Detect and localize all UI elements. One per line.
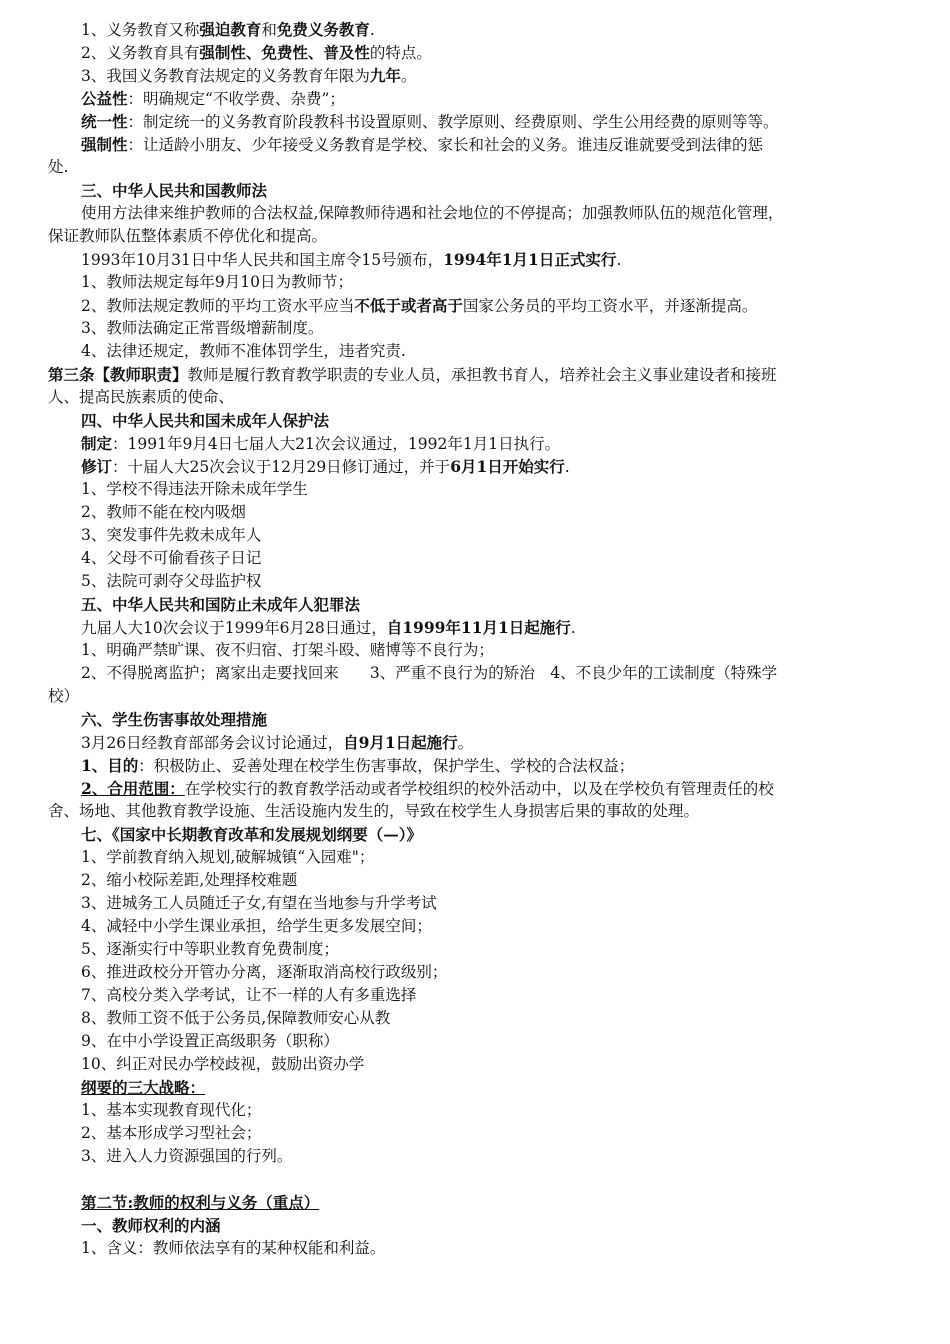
text: 2、教师法规定教师的平均工资水平应当 [81,297,355,315]
student-injury-heading: 六、学生伤害事故处理措施 [81,710,268,729]
text: 1、义务教育又称 [81,21,200,39]
minor-protection-item-3: 3、突发事件先救未成年人 [81,526,262,544]
text: 。 [457,734,474,752]
text: ：1991年9月4日七届人大21次会议通过，1992年1月1日执行。 [112,435,561,453]
bold-term: 自9月1日起施行 [343,733,458,752]
text: 2、义务教育具有 [81,44,200,62]
bold-term: 公益性 [81,89,128,108]
minor-protection-heading: 四、中华人民共和国未成年人保护法 [81,411,330,430]
plan-item: 1、学前教育纳入规划,破解城镇“入园难"； [81,848,375,866]
text: 1993年10月31日中华人民共和国主席令15号颁布， [81,251,444,269]
article-3-line [48,363,914,386]
bold-term: 自1999年11月1日起施行 [386,618,571,637]
plan-item: 10、纠正对民办学校歧视，鼓励出资办学 [81,1055,365,1073]
text: . [369,21,375,39]
plan-item: 5、逐渐实行中等职业教育免费制度； [81,940,339,958]
strategy-item: 3、进入人力资源强国的行列。 [81,1147,293,1165]
uniformity-line [48,110,914,133]
text: ：积极防止、妥善处理在校学生伤害事故，保护学生、学校的合法权益； [138,757,635,775]
section-2-heading: 第二节:教师的权利与义务（重点） [81,1193,320,1212]
text: . [616,251,622,269]
text: 教师是履行教育教学职责的专业人员，承担教书育人，培养社会主义事业建设者和接班 [187,366,777,384]
teacher-law-para-1: 使用方法律来维护教师的合法权益,保障教师待遇和社会地位的不停提高；加强教师队伍的规范化管理， [81,204,784,222]
minor-protection-item-5: 5、法院可剥夺父母监护权 [81,572,262,590]
compulsory-edu-item-3 [48,64,914,87]
minor-protection-revised [48,455,914,478]
compulsion-line-cont: 处. [48,158,69,176]
text: ：十届人大25次会议于12月29日修订通过，并于 [112,458,451,476]
student-injury-para [48,731,914,754]
teacher-law-item-4: 4、法律还规定，教师不准体罚学生，违者究责. [81,342,406,360]
compulsion-line [48,133,914,156]
plan-item: 4、减轻中小学生课业承担，给学生更多发展空间； [81,917,432,935]
minor-protection-enacted [48,432,914,455]
document-page [48,18,914,1260]
minor-protection-item-4: 4、父母不可偷看孩子日记 [81,549,262,567]
plan-item: 9、在中小学设置正高级职务（职称） [81,1032,339,1050]
plan-item: 2、缩小校际差距,处理择校难题 [81,871,298,889]
bold-term: 强制性 [81,135,128,154]
bold-term: 第三条【教师职责】 [48,365,188,384]
text: 九届人大10次会议于1999年6月28日通过， [81,619,387,637]
bold-term: 强迫教育 [199,20,262,39]
teacher-law-para-2 [48,248,914,271]
text: 国家公务员的平均工资水平，并逐渐提高。 [462,297,758,315]
bold-term: 1994年1月1日正式实行 [443,250,617,269]
student-injury-scope-cont: 舍、场地、其他教育教学设施、生活设施内发生的，导致在校学生人身损害后果的事故的处理。 [48,802,700,820]
student-injury-scope [48,777,914,800]
bold-term: 1、目的 [81,756,139,775]
bold-term: 九年 [369,66,401,85]
crime-prevention-item-2: 2、不得脱离监护；离家出走要找回来 3、严重不良行为的矫治 4、不良少年的工读制度（特殊学 [81,664,778,682]
teacher-law-item-2 [48,294,914,317]
education-plan-heading: 七、《国家中长期教育改革和发展规划纲要（—）》 [81,825,423,844]
minor-protection-item-1: 1、学校不得违法开除未成年学生 [81,480,308,498]
student-injury-purpose [48,754,914,777]
crime-prevention-item-2-cont: 校） [48,687,80,705]
three-strategies-heading: 纲要的三大战略： [81,1078,206,1097]
plan-item: 3、进城务工人员随迁子女,有望在当地参与升学考试 [81,894,437,912]
bold-term: 免费义务教育 [276,20,370,39]
public-welfare-line [48,87,914,110]
crime-prevention-item-1: 1、明确严禁旷课、夜不归宿、打架斗殴、赌博等不良行为； [81,641,494,659]
compulsory-edu-item-1 [48,18,914,41]
bold-term: 修订 [81,457,113,476]
minor-protection-item-2: 2、教师不能在校内吸烟 [81,503,246,521]
text: 3、我国义务教育法规定的义务教育年限为 [81,67,370,85]
plan-item: 6、推进政校分开管办分离，逐渐取消高校行政级别； [81,963,448,981]
teacher-law-para-1-cont: 保证教师队伍整体素质不停优化和提高。 [48,227,328,245]
teacher-law-item-3: 3、教师法确定正常晋级增薪制度。 [81,319,324,337]
text: ：制定统一的义务教育阶段教科书设置原则、教学原则、经费原则、学生公用经费的原则等等。 [127,113,779,131]
crime-prevention-para [48,616,914,639]
compulsory-edu-item-2 [48,41,914,64]
text: 。 [400,67,417,85]
text: 的特点。 [369,44,432,62]
article-3-line-cont: 人、提高民族素质的使命、 [48,388,235,406]
text: ：让适龄小朋友、少年接受义务教育是学校、家长和社会的义务。谁违反谁就要受到法律的惩 [127,136,764,154]
teacher-law-heading: 三、中华人民共和国教师法 [81,181,268,200]
crime-prevention-heading: 五、中华人民共和国防止未成年人犯罪法 [81,595,361,614]
bold-term: 不低于或者高于 [354,296,463,315]
strategy-item: 2、基本形成学习型社会； [81,1124,262,1142]
bold-term: 统一性 [81,112,128,131]
plan-item: 7、高校分类入学考试，让不一样的人有多重选择 [81,986,417,1004]
bold-term: 制定 [81,434,113,453]
teacher-rights-definition: 1、含义：教师依法享有的某种权能和利益。 [81,1239,386,1257]
bold-term: 6月1日开始实行 [450,457,565,476]
bold-underlined-term: 2、合用范围： [81,779,185,798]
text: 在学校实行的教育教学活动或者学校组织的校外活动中，以及在学校负有管理责任的校 [184,780,774,798]
strategy-item: 1、基本实现教育现代化； [81,1101,262,1119]
text: 和 [261,21,277,39]
text: ：明确规定“不收学费、杂费”； [127,90,345,108]
text: . [570,619,576,637]
blank-line [48,1168,914,1191]
bold-term: 强制性、免费性、普及性 [199,43,370,62]
text: 3月26日经教育部部务会议讨论通过， [81,734,344,752]
text: . [564,458,570,476]
teacher-law-item-1: 1、教师法规定每年9月10日为教师节； [81,273,353,291]
teacher-rights-heading: 一、教师权利的内涵 [81,1216,221,1235]
plan-item: 8、教师工资不低于公务员,保障教师安心从教 [81,1009,391,1027]
